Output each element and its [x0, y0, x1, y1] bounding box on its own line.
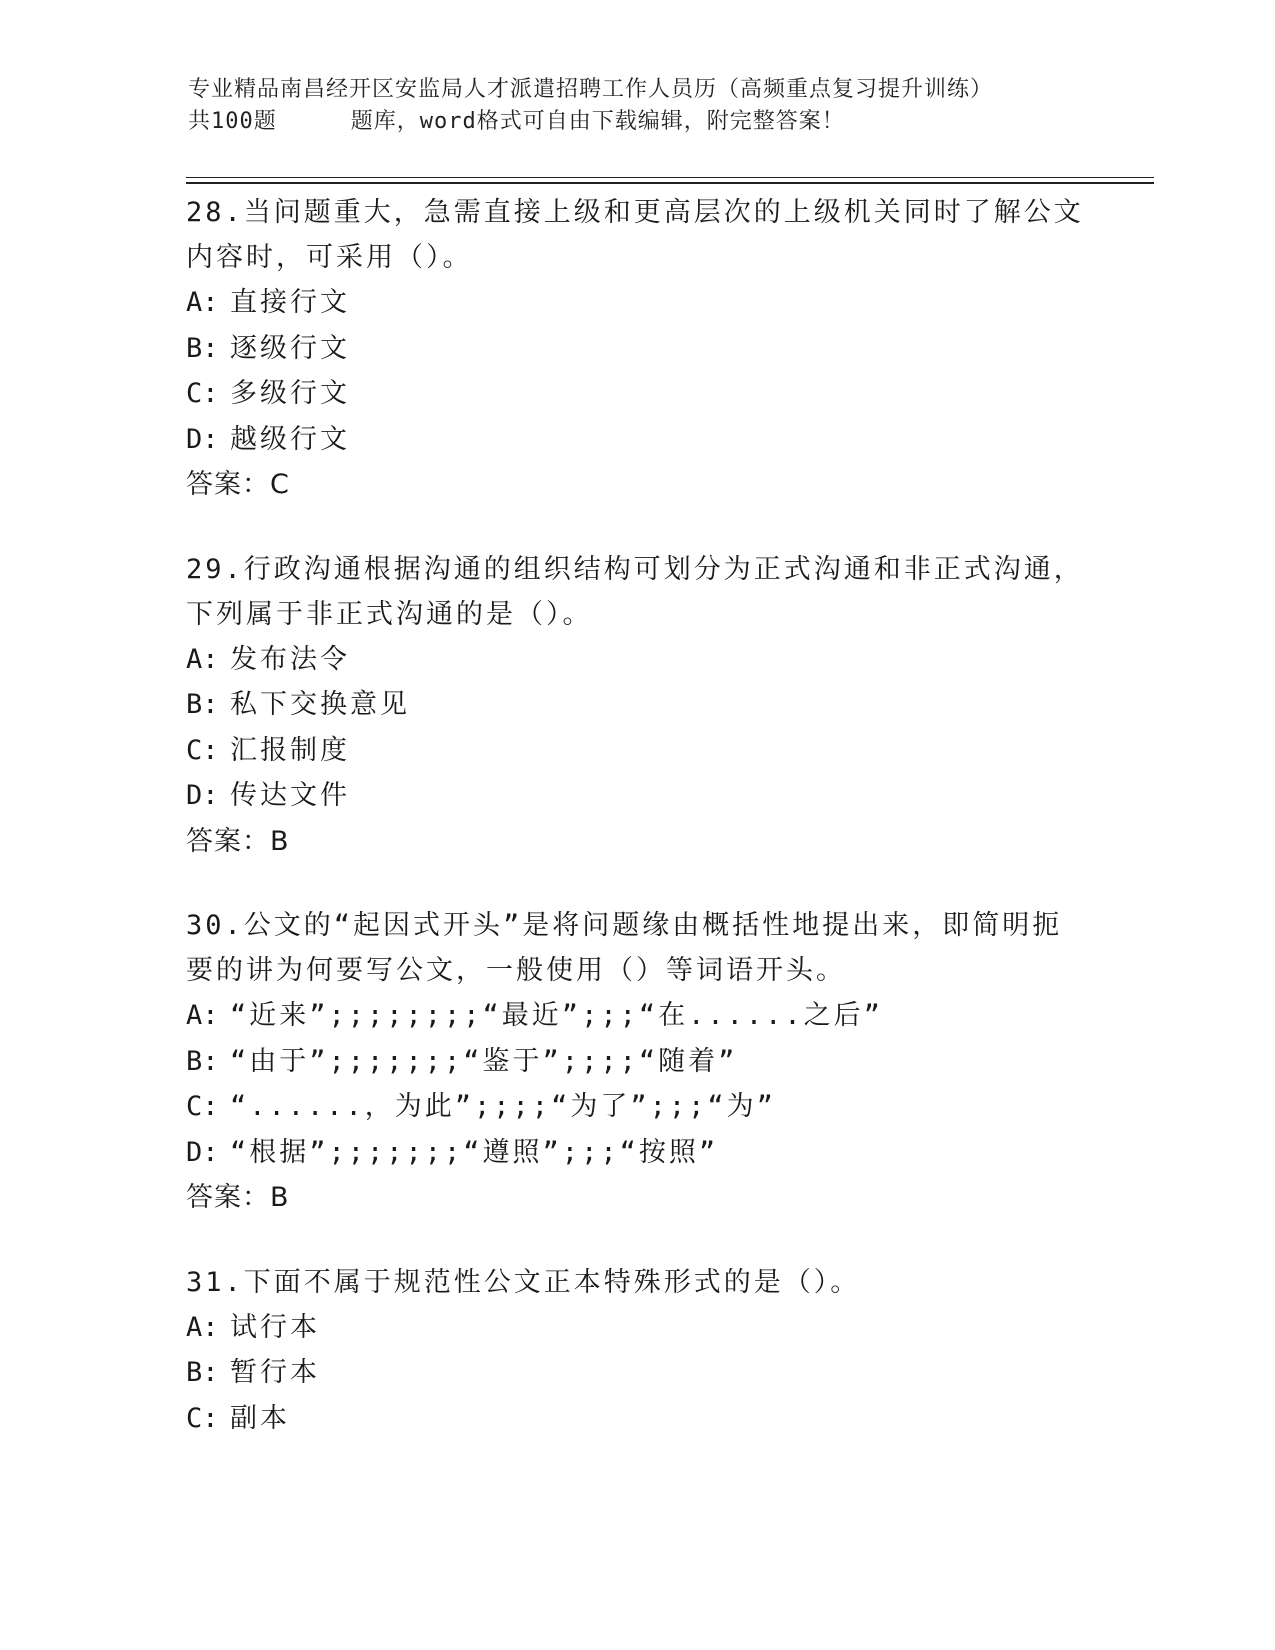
option-b: [186, 1350, 1086, 1396]
option-b: [186, 1039, 1086, 1085]
answer-line: 答案：B: [186, 1182, 290, 1213]
question-stem: 28.当问题重大，急需直接上级和更高层次的上级机关同时了解公文内容时，可采用（）。: [186, 197, 1084, 273]
header-title-line2: 题库，word格式可自由下载编辑，附完整答案！: [350, 109, 845, 134]
option-key: C:: [186, 378, 219, 409]
option-text: “由于”;;;;;;;“鉴于”;;;;“随着”: [230, 1045, 738, 1077]
header-divider-thin: [186, 177, 1154, 178]
question-stem: 31.下面不属于规范性公文正本特殊形式的是（）。: [186, 1266, 861, 1298]
option-text: 试行本: [230, 1311, 320, 1343]
option-b: [186, 326, 1086, 372]
option-c: [186, 728, 1086, 774]
option-text: 越级行文: [230, 423, 350, 455]
option-key: C:: [186, 1091, 219, 1122]
answer-line: 答案：C: [186, 469, 290, 500]
option-key: C:: [186, 734, 219, 766]
option-text: 暂行本: [230, 1357, 320, 1388]
option-text: 逐级行文: [230, 332, 350, 364]
question-stem: 30.公文的“起因式开头”是将问题缘由概括性地提出来，即简明扼要的讲为何要写公文，一般使用（）等词语开头。: [186, 910, 1063, 986]
option-d: [186, 773, 1086, 819]
question-list: [186, 190, 1086, 1480]
question-28: [186, 190, 1086, 508]
option-text: 汇报制度: [230, 734, 350, 766]
option-text: 副本: [230, 1402, 290, 1434]
option-key: B:: [186, 332, 219, 364]
option-d: [186, 1130, 1086, 1176]
option-a: [186, 280, 1086, 326]
option-key: A:: [186, 643, 219, 675]
option-text: 私下交换意见: [230, 689, 410, 720]
option-text: “根据”;;;;;;;“遵照”;;;“按照”: [230, 1136, 719, 1168]
option-text: 直接行文: [230, 287, 350, 318]
option-a: [186, 1305, 1086, 1351]
option-key: D:: [186, 423, 219, 455]
option-text: 发布法令: [230, 643, 350, 675]
option-key: A:: [186, 287, 219, 318]
option-key: D:: [186, 1136, 219, 1168]
option-b: [186, 682, 1086, 728]
header-title-line2-row: [188, 106, 1088, 138]
option-a: [186, 637, 1086, 683]
option-key: B:: [186, 1357, 219, 1388]
option-key: A:: [186, 1311, 219, 1343]
header-divider-thick: [186, 182, 1154, 184]
question-30: [186, 903, 1086, 1221]
option-d: [186, 417, 1086, 463]
option-text: 多级行文: [230, 378, 350, 409]
option-c: [186, 1396, 1086, 1442]
option-a: [186, 993, 1086, 1039]
option-c: [186, 371, 1086, 417]
option-key: B:: [186, 1045, 219, 1077]
question-count: 共100题: [188, 109, 277, 134]
option-key: A:: [186, 1000, 219, 1031]
option-text: “近来”;;;;;;;;“最近”;;;“在......之后”: [230, 1000, 883, 1031]
header-title-line1: 专业精品南昌经开区安监局人才派遣招聘工作人员历（高频重点复习提升训练）: [188, 77, 994, 102]
document-header: [188, 74, 1088, 138]
question-29: [186, 547, 1086, 865]
option-key: C:: [186, 1402, 219, 1434]
option-key: D:: [186, 780, 219, 811]
option-key: B:: [186, 689, 219, 720]
answer-line: 答案：B: [186, 825, 290, 857]
question-stem: 29.行政沟通根据沟通的组织结构可划分为正式沟通和非正式沟通，下列属于非正式沟通的是（）。: [186, 553, 1084, 630]
question-31: [186, 1260, 1086, 1442]
option-text: “......，为此”;;;;“为了”;;;“为”: [230, 1091, 776, 1122]
option-text: 传达文件: [230, 780, 350, 811]
option-c: [186, 1084, 1086, 1130]
